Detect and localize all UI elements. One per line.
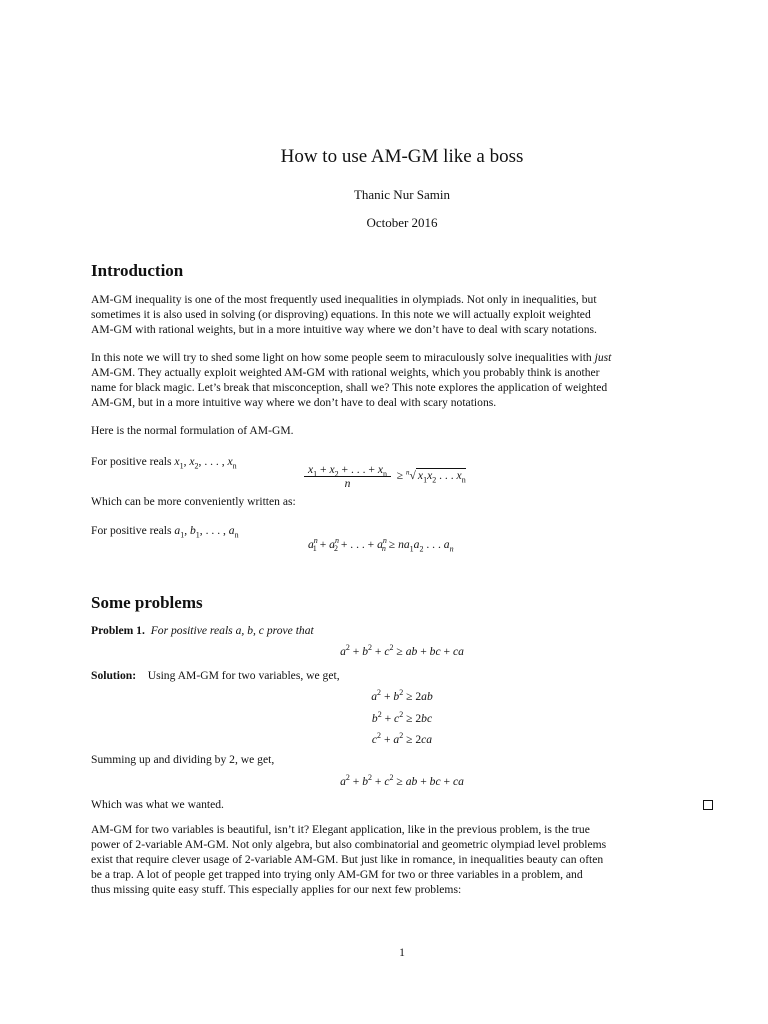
section-heading-some-problems: Some problems [91, 593, 203, 612]
intro-p2-line-2: AM-GM. They actually exploit weighted AM-GM with rational weights, which you probably think is another [91, 366, 600, 379]
intro-paragraph-3: Here is the normal formulation of AM-GM. [91, 424, 294, 437]
intro-p1-line-2: sometimes it is also used in solving (or disproving) equations. In this note we will actually exploit weighted [91, 308, 591, 321]
formula1-label: For positive reals $x_1$, $x_2$, . . . , $x_n$ [91, 455, 237, 471]
closing-paragraph [91, 822, 713, 897]
closing-line-5: thus missing quite easy stuff. This especially applies for our next few problems: [91, 883, 462, 896]
solution-result: $a^2 + b^2 + c^2$ ≥ ab + bc + ca [340, 773, 464, 788]
solution-intro: Solution: Using AM-GM for two variables, we get, [91, 669, 340, 682]
closing-line-2: power of 2-variable AM-GM. Not only algebra, but also combinatorial and geometric olympiad level problems [91, 838, 607, 851]
formula2-power-form: $a^n_1 + a^n_2$ + . . . + $a^n_n \ge na_1a_2$ . . . $a_n$ [308, 536, 454, 554]
intro-p2-line-3: name for black magic. Let’s break that misconception, shall we? This note explores the application of weighted [91, 381, 608, 394]
conclusion-text: Which was what we wanted. [91, 798, 224, 811]
paper-title: How to use AM-GM like a boss [280, 146, 524, 167]
intro-p2-line-4: AM-GM, but in a more intuitive way where we don’t have to deal with scary notations. [91, 396, 497, 409]
intro-p1-line-1: AM-GM inequality is one of the most frequently used inequalities in olympiads. Not only in inequalities, but [91, 293, 597, 306]
formula2-label: For positive reals $a_1$, $b_1$, . . . , $a_n$ [91, 524, 239, 540]
between-text: Which can be more conveniently written as: [91, 495, 296, 508]
problem-1-equation: $a^2 + b^2 + c^2$ ≥ ab + bc + ca [340, 643, 464, 658]
solution-step-1: $a^2 + b^2 \ge 2ab$ [371, 688, 433, 703]
author-name: Thanic Nur Samin [353, 187, 451, 202]
publication-date: October 2016 [366, 215, 438, 230]
closing-line-4: be a trap. A lot of people get trapped into trying only AM-GM for two or three variables in a problem, and [91, 868, 583, 881]
solution-step-3: $c^2 + a^2 \ge 2ca$ [371, 731, 433, 746]
solution-step-2: $b^2 + c^2 \ge 2bc$ [371, 710, 433, 725]
formula1-am-gm: $\frac{x_1 + x_2 + . . . + x_n}{n}$ ≥ $^n$√ $x_1x_2$ . . . $x_n$ [304, 463, 466, 490]
intro-paragraph-2 [91, 350, 713, 410]
closing-line-3: exist that require clever usage of 2-variable AM-GM. But just like in romance, in inequalities beauty can often [91, 853, 604, 866]
intro-p1-line-3: AM-GM with rational weights, but in a more intuitive way where we don’t have to deal with scary notations. [91, 323, 597, 336]
formula1-fraction: $\frac{x_1 + x_2 + . . . + x_n}{n}$ [304, 463, 391, 490]
problem-1-statement: Problem 1. For positive reals a, b, c prove that [91, 624, 314, 637]
intro-p2-line-1: In this note we will try to shed some light on how some people seem to miraculously solve inequalities with just [91, 351, 612, 364]
closing-line-1: AM-GM for two variables is beautiful, isn’t it? Elegant application, like in the previous problem, is the true [91, 823, 590, 836]
section-heading-introduction: Introduction [91, 261, 184, 280]
summing-text: Summing up and dividing by 2, we get, [91, 753, 275, 766]
qed-square-icon [703, 800, 713, 810]
page-number: 1 [399, 946, 405, 959]
intro-paragraph-1 [91, 292, 713, 337]
